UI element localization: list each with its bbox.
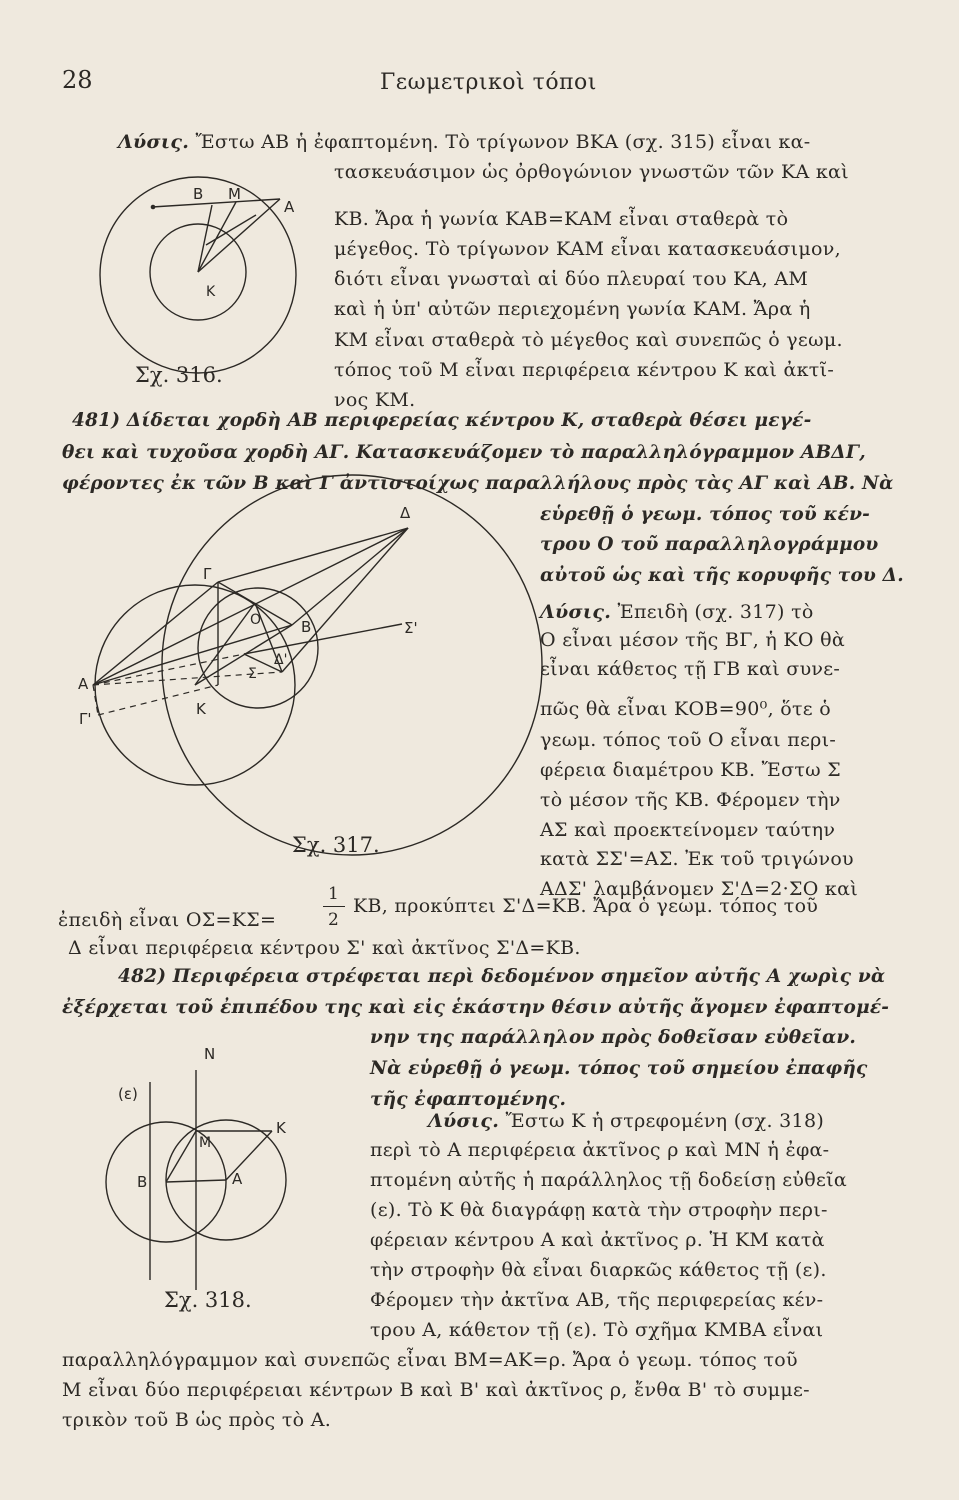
fraction-numerator: 1 [328,884,339,904]
text-line: ΚΜ εἶναι σταθερὰ τὸ μέγεθος καὶ συνεπῶς ὁ γεωμ. [334,329,843,351]
problem-481-line: 481) Δίδεται χορδὴ ΑΒ περιφερείας κέντρου Κ, σταθερὰ θέσει μεγέ- [72,410,812,431]
label-M: M [199,1135,212,1151]
text-line: τὸ μέσον τῆς ΚΒ. Φέρομεν τὴν [540,789,841,811]
text-line: γεωμ. τόπος τοῦ Ο εἶναι περι- [540,729,837,751]
label-S2: Σ' [404,619,418,637]
text-line: τόπος τοῦ Μ εἶναι περιφέρεια κέντρου Κ καὶ ἀκτῖ- [334,359,835,381]
problem-482-line: τῆς ἐφαπτομένης. [370,1089,567,1110]
problem-482-line: ἐξέρχεται τοῦ ἐπιπέδου της καὶ εἰς ἑκάστην θέσιν αὐτῆς ἄγομεν ἐφαπτομέ- [62,997,890,1018]
text-line: Λύσις. Ἔστω Κ ἡ στρεφομένη (σχ. 318) [428,1110,825,1132]
label-A: A [284,198,295,216]
text-line: τασκευάσιμον ὡς ὀρθογώνιον γνωστῶν τῶν ΚΑ καὶ [334,161,849,183]
text-line: κατὰ ΣΣ'=ΑΣ. Ἐκ τοῦ τριγώνου [540,848,854,870]
problem-481-line: τρου Ο τοῦ παραλληλογράμμου [540,534,879,555]
label-K: Κ [196,700,206,718]
text-line: πτομένη αὐτῆς ἡ παράλληλος τῇ δοδείσῃ εὐθεῖα [370,1169,848,1191]
text-line: παραλληλόγραμμον καὶ συνεπῶς εἶναι ΒΜ=ΑΚ=ρ. Ἄρα ὁ γεωμ. τόπος τοῦ [62,1349,798,1371]
running-title: Γεωμετρικοὶ τόποι [380,70,597,95]
problem-482-line: νην της παράλληλον πρὸς δοθεῖσαν εὐθεῖαν. [370,1027,857,1048]
label-B: B [193,185,204,203]
label-e: (ε) [118,1085,138,1103]
label-B: B [137,1173,148,1191]
problem-481-line: αὐτοῦ ὡς καὶ τῆς κορυφῆς του Δ. [540,565,904,586]
page-number: 28 [62,66,93,94]
label-K: K [276,1119,286,1137]
problem-482-line: 482) Περιφέρεια στρέφεται περὶ δεδομένον σημεῖον αὐτῆς Α χωρὶς νὰ [118,966,886,987]
text-line: Φέρομεν τὴν ἀκτῖνα ΑΒ, τῆς περιφερείας κέν- [370,1289,824,1311]
text-line: ΚΒ. Ἄρα ἡ γωνία ΚΑΒ=ΚΑΜ εἶναι σταθερὰ τὸ [334,208,789,230]
text-line: καὶ ἡ ὑπ' αὐτῶν περιεχομένη γωνία ΚΑΜ. Ἄρα ἡ [334,298,811,320]
problem-481-line: εὑρεθῇ ὁ γεωμ. τόπος τοῦ κέν- [540,504,871,525]
figure-caption: Σχ. 317. [292,833,380,857]
segment-BA [166,1180,226,1182]
text-line: ΑΣ καὶ προεκτείνομεν ταύτην [540,819,836,841]
text-line: ΚΒ, προκύπτει Σ'Δ=ΚΒ. Ἄρα ὁ γεωμ. τόπος τοῦ [353,895,819,917]
text-line: Μ εἶναι δύο περιφέρειαι κέντρων Β καὶ Β' καὶ ἀκτῖνος ρ, ἔνθα Β' τὸ συμμε- [62,1379,810,1401]
text-line: ΑΔΣ' λαμβάνομεν Σ'Δ=2·ΣΟ καὶ [540,878,858,900]
label-A: Α [78,675,89,693]
problem-481-line: φέροντες ἐκ τῶν Β καὶ Γ ἀντιστοίχως παραλλήλους πρὸς τὰς ΑΓ καὶ ΑΒ. Νὰ [62,473,894,494]
text-line: διότι εἶναι γνωσταὶ αἱ δύο πλευραί του ΚΑ, ΑΜ [334,268,809,290]
text-line: τρικὸν τοῦ Β ὡς πρὸς τὸ Α. [62,1409,332,1431]
label-O: Ο [250,612,262,628]
fraction-denominator: 2 [328,910,339,930]
figure-caption: Σχ. 316. [135,363,223,387]
text-line: εἶναι κάθετος τῇ ΓΒ καὶ συνε- [540,658,841,680]
text-line: φέρεια διαμέτρου ΚΒ. Ἔστω Σ [540,759,842,781]
text-line: φέρειαν κέντρου Α καὶ ἀκτῖνος ρ. Ἡ ΚΜ κατὰ [370,1229,825,1251]
text-line: Λύσις. Ἐπειδὴ (σχ. 317) τὸ [540,601,814,623]
label-Dp: Δ' [274,652,288,668]
figure-caption: Σχ. 318. [164,1288,252,1312]
text-line: Ο εἶναι μέσον τῆς ΒΓ, ἡ ΚΟ θὰ [540,629,845,651]
problem-481-line: θει καὶ τυχοῦσα χορδὴ ΑΓ. Κατασκευάζομεν τὸ παραλληλόγραμμον ΑΒΔΓ, [62,442,866,463]
text-line: Λύσις. Ἔστω ΑΒ ἡ ἐφαπτομένη. Τὸ τρίγωνον ΒΚΑ (σχ. 315) εἶναι κα- [118,131,811,153]
label-B: Β [301,618,312,636]
text-line: νος ΚΜ. [334,389,416,411]
problem-482-line: Νὰ εὑρεθῇ ὁ γεωμ. τόπος τοῦ σημείου ἐπαφῆς [370,1058,868,1079]
label-Gp: Γ' [79,710,92,728]
text-line: Δ εἶναι περιφέρεια κέντρου Σ' καὶ ἀκτῖνος Σ'Δ=ΚΒ. [68,937,581,959]
label-A: A [232,1170,243,1188]
text-line: τρου Α, κάθετον τῇ (ε). Τὸ σχῆμα ΚΜΒΑ εἶναι [370,1319,824,1341]
label-G: Γ [203,565,212,583]
text-line: μέγεθος. Τὸ τρίγωνον ΚΑΜ εἶναι κατασκευάσιμον, [334,238,841,260]
label-N: N [204,1045,216,1063]
text-line: τὴν στροφὴν θὰ εἶναι διαρκῶς κάθετος τῇ (ε). [370,1259,827,1281]
text-line: περὶ τὸ Α περιφέρεια ἀκτῖνος ρ καὶ ΜΝ ἡ ἐφα- [370,1139,830,1161]
label-M: M [228,185,241,203]
text-line: πῶς θὰ εἶναι ΚΟΒ=90⁰, ὅτε ὁ [540,698,832,720]
label-S: Σ [248,666,257,682]
text-line: ἐπειδὴ εἶναι ΟΣ=ΚΣ= [58,909,277,931]
text-line: (ε). Τὸ Κ θὰ διαγράφῃ κατὰ τὴν στροφὴν περι- [370,1199,828,1221]
label-K: K [206,284,216,300]
label-D: Δ [400,504,411,522]
